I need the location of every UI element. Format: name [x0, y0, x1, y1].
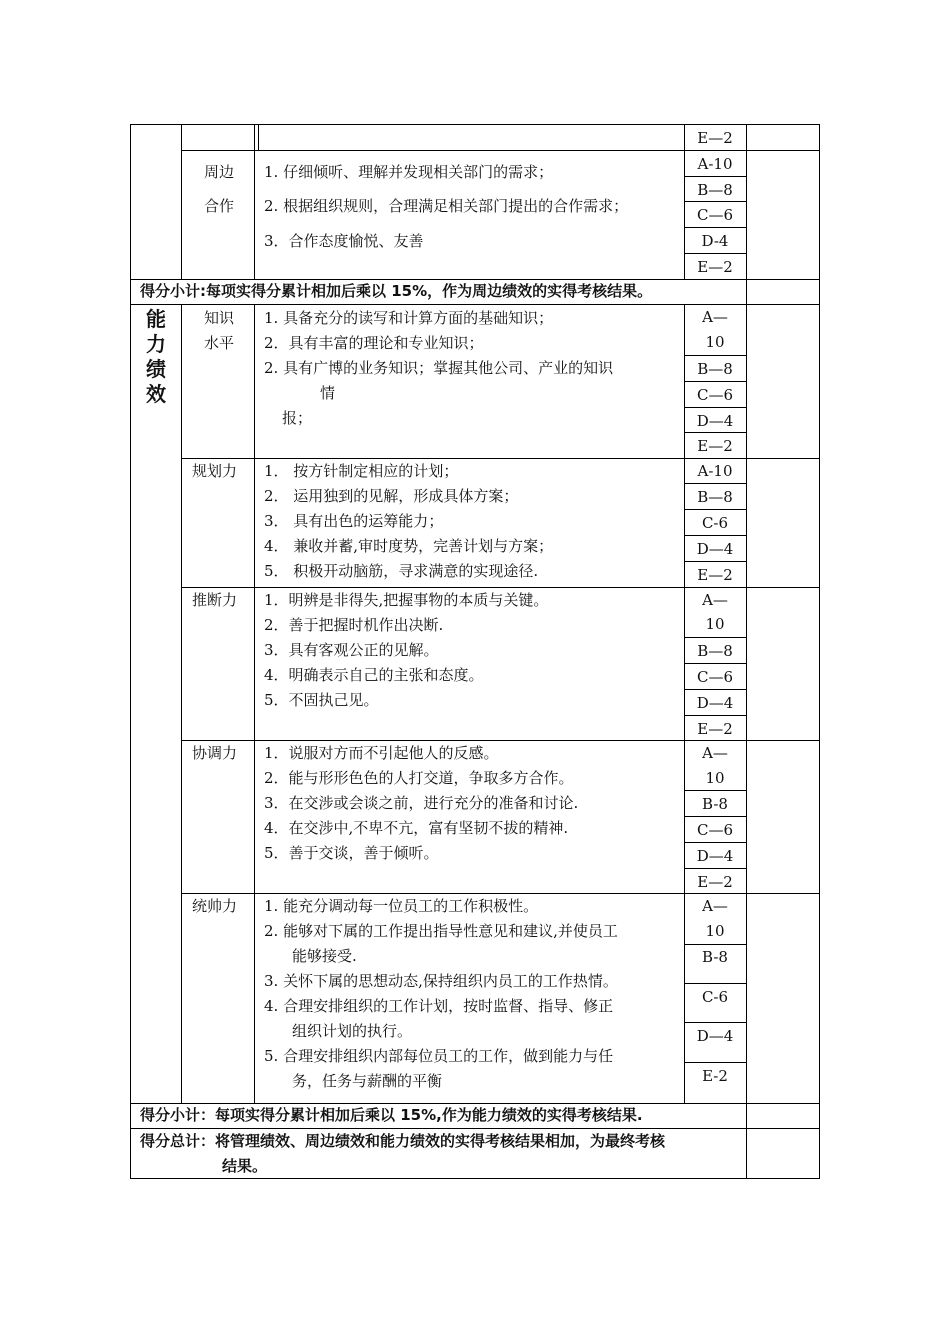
grade-divider — [684, 509, 747, 510]
grade-divider — [684, 535, 747, 536]
ability-category-label: 绩 — [146, 357, 166, 381]
peripheral-label: 周边 — [204, 163, 235, 181]
grade-divider — [684, 983, 747, 984]
grade-cell: E-2 — [702, 1067, 728, 1085]
grade-cell: D—4 — [696, 694, 734, 712]
grade-divider — [684, 637, 747, 638]
grade-column-right-line — [746, 124, 747, 1179]
peripheral-item: 2. 根据组织规则，合理满足相关部门提出的合作需求； — [264, 197, 629, 215]
grade-divider — [684, 227, 747, 228]
grade-cell: B—8 — [697, 488, 733, 506]
grade-divider — [684, 790, 747, 791]
grade-cell: D—4 — [696, 412, 734, 430]
grade-cell: A— — [702, 308, 728, 326]
row-divider — [181, 150, 820, 151]
grade-cell: D—4 — [696, 540, 734, 558]
grade-cell: C-6 — [701, 514, 729, 532]
grade-cell: C—6 — [696, 668, 734, 686]
grade-divider — [684, 355, 747, 356]
label-column-line — [254, 124, 255, 150]
grade-divider — [684, 816, 747, 817]
knowledge-item: 2．具有丰富的理论和专业知识； — [264, 334, 484, 352]
grade-cell: E—2 — [697, 258, 733, 276]
grade-cell: E—2 — [697, 873, 733, 891]
grade-cell: 10 — [705, 769, 725, 787]
peripheral-item: 1. 仔细倾听、理解并发现相关部门的需求； — [264, 163, 554, 181]
grade-divider — [684, 483, 747, 484]
coordination-label: 协调力 — [192, 744, 238, 762]
leadership-label: 统帅力 — [192, 897, 238, 915]
label-column-line — [258, 124, 259, 150]
planning-item: 2． 运用独到的见解，形成具体方案； — [264, 487, 519, 505]
leadership-item: 3. 关怀下属的思想动态,保持组织内员工的工作热情。 — [264, 972, 618, 990]
grand-total: 结果。 — [222, 1157, 268, 1175]
judgment-item: 3．具有客观公正的见解。 — [264, 641, 439, 659]
grade-cell: D—4 — [696, 1027, 734, 1045]
grade-cell: A-10 — [697, 155, 733, 173]
knowledge-label: 知识 — [204, 309, 235, 327]
grade-cell: A— — [702, 744, 728, 762]
planning-item: 1． 按方针制定相应的计划； — [264, 462, 459, 480]
grade-divider — [684, 663, 747, 664]
table-top-border — [130, 124, 820, 125]
table-left-border — [130, 124, 131, 1179]
grade-cell: A— — [702, 897, 728, 915]
planning-label: 规划力 — [192, 462, 238, 480]
grade-cell: B—8 — [697, 181, 733, 199]
grade-divider — [684, 432, 747, 433]
grade-divider — [684, 842, 747, 843]
ability-category-label: 能 — [146, 307, 166, 331]
judgment-item: 5．不固执己见。 — [264, 691, 379, 709]
judgment-item: 2．善于把握时机作出决断. — [264, 616, 444, 634]
leadership-item: 能够接受. — [292, 947, 357, 965]
grade-divider — [684, 1062, 747, 1063]
leadership-item: 1. 能充分调动每一位员工的工作积极性。 — [264, 897, 539, 915]
leadership-item: 4. 合理安排组织的工作计划，按时监督、指导、修正 — [264, 997, 614, 1015]
grade-cell: B—8 — [697, 642, 733, 660]
judgment-item: 4．明确表示自己的主张和态度。 — [264, 666, 484, 684]
judgment-label: 推断力 — [192, 591, 238, 609]
coordination-item: 3．在交涉或会谈之前，进行充分的准备和讨论. — [264, 794, 579, 812]
category-column-line — [181, 304, 182, 1103]
grade-divider — [684, 689, 747, 690]
grade-divider — [684, 1022, 747, 1023]
grade-divider — [684, 715, 747, 716]
planning-item: 4． 兼收并蓄,审时度势，完善计划与方案； — [264, 537, 554, 555]
grade-cell: B-8 — [702, 948, 728, 966]
knowledge-item: 2. 具有广博的业务知识；掌握其他公司、产业的知识 — [264, 359, 614, 377]
subtotal-ability: 得分小计：每项实得分累计相加后乘以 15%,作为能力绩效的实得考核结果. — [140, 1106, 643, 1124]
coordination-item: 4．在交涉中,不卑不亢，富有坚韧不拔的精神. — [264, 819, 569, 837]
table-right-border — [819, 124, 820, 1179]
peripheral-item: 3．合作态度愉悦、友善 — [264, 232, 424, 250]
coordination-item: 1．说服对方而不引起他人的反感。 — [264, 744, 499, 762]
label-column-line — [254, 304, 255, 1103]
grade-cell: E—2 — [697, 437, 733, 455]
grade-divider — [684, 201, 747, 202]
grade-cell: C—6 — [696, 206, 734, 224]
grade-divider — [684, 561, 747, 562]
grade-cell: E—2 — [697, 566, 733, 584]
grade-cell: D—4 — [696, 847, 734, 865]
grade-cell: C-6 — [701, 988, 729, 1006]
grade-cell: 10 — [705, 922, 725, 940]
knowledge-item: 情 — [320, 384, 336, 402]
category-column-line — [181, 124, 182, 279]
knowledge-item: 报； — [282, 409, 313, 427]
grade-divider — [684, 253, 747, 254]
grade-cell: A— — [702, 591, 728, 609]
leadership-item: 组织计划的执行。 — [292, 1022, 413, 1040]
planning-item: 3． 具有出色的运筹能力； — [264, 512, 444, 530]
leadership-item: 2. 能够对下属的工作提出指导性意见和建议,并使员工 — [264, 922, 618, 940]
grade-divider — [684, 407, 747, 408]
grade-cell: B—8 — [697, 360, 733, 378]
coordination-item: 2．能与形形色色的人打交道，争取多方合作。 — [264, 769, 574, 787]
subtotal-peripheral: 得分小计:每项实得分累计相加后乘以 15%，作为周边绩效的实得考核结果。 — [140, 282, 653, 300]
knowledge-item: 1. 具备充分的读写和计算方面的基础知识； — [264, 309, 554, 327]
planning-item: 5． 积极开动脑筋，寻求满意的实现途径. — [264, 562, 539, 580]
grade-cell: C—6 — [696, 386, 734, 404]
grade-cell: D-4 — [701, 232, 729, 250]
leadership-item: 务，任务与薪酬的平衡 — [292, 1072, 443, 1090]
grade-cell: A-10 — [697, 462, 733, 480]
row-divider — [130, 304, 820, 305]
grade-divider — [684, 868, 747, 869]
knowledge-label: 水平 — [204, 334, 235, 352]
grade-cell: 10 — [705, 615, 725, 633]
grade-cell: 10 — [705, 333, 725, 351]
ability-category-label: 力 — [146, 332, 166, 356]
grade-cell: B-8 — [702, 795, 728, 813]
grade-cell: E—2 — [697, 720, 733, 738]
judgment-item: 1．明辨是非得失,把握事物的本质与关键。 — [264, 591, 549, 609]
grade-divider — [684, 176, 747, 177]
leadership-item: 5. 合理安排组织内部每位员工的工作，做到能力与任 — [264, 1047, 614, 1065]
ability-category-label: 效 — [146, 382, 166, 406]
label-column-line — [254, 150, 255, 279]
peripheral-label: 合作 — [204, 197, 235, 215]
coordination-item: 5．善于交谈，善于倾听。 — [264, 844, 439, 862]
grade-divider — [684, 944, 747, 945]
grade-cell: C—6 — [696, 821, 734, 839]
grand-total: 得分总计：将管理绩效、周边绩效和能力绩效的实得考核结果相加，为最终考核 — [140, 1132, 666, 1150]
grade-divider — [684, 381, 747, 382]
grade-cell: E—2 — [697, 129, 733, 147]
